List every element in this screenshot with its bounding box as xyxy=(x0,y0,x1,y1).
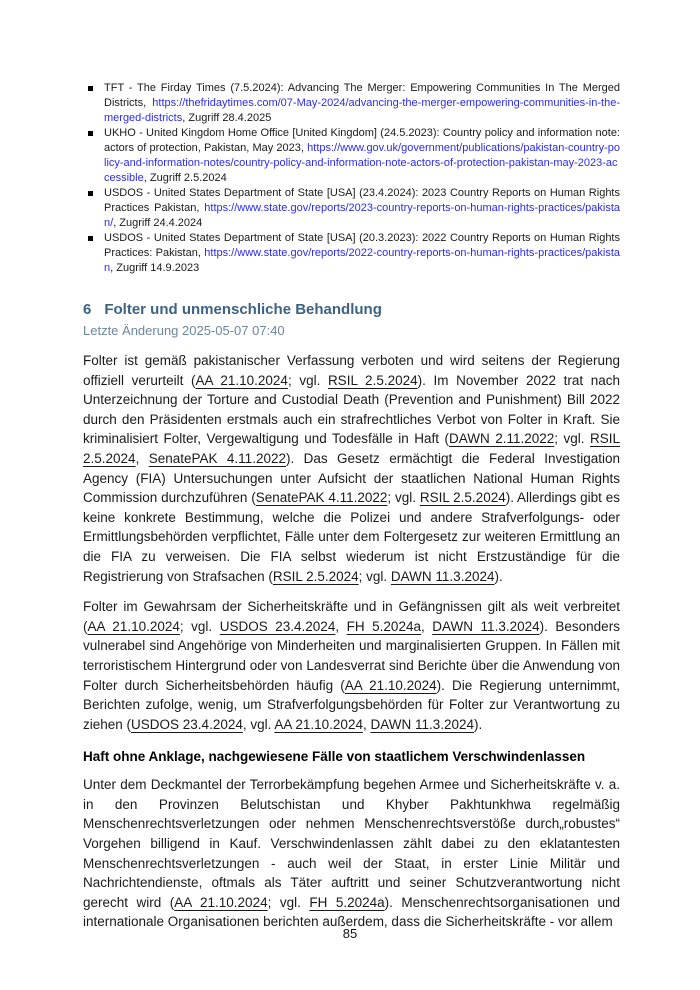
external-url-link[interactable]: https://www.state.gov/reports/2023-country-reports-on-human-rights-practices/pakistan/ xyxy=(104,202,620,229)
text-segment: , vgl. xyxy=(242,716,275,732)
text-segment: UKHO - United Kingdom Home Office [United Kingdom] (24.5.2023): Country policy and information note: actors of protection, Pakistan, May 2023, xyxy=(104,127,620,154)
text-segment: , xyxy=(420,618,433,634)
external-url-link[interactable]: https://www.gov.uk/government/publications/pakistan-country-policy-and-information-notes/country-policy-and-information-note-actors-of-protection-pakistan-may-2023-accessible xyxy=(104,142,620,184)
text-segment: ). Besonders vulnerabel sind Angehörige von Minderheiten und marginalisierten Gruppen. In Fällen mit terroristischem Hintergrund oder von Landesverrat sind Berichte über die Anwendung von Folter durch Sicherheitsbehörden häufig ( xyxy=(83,618,620,693)
text-segment: USDOS - United States Department of State [USA] (23.4.2024): 2023 Country Reports on Human Rights Practices Pakistan, xyxy=(104,187,620,214)
text-segment: ). Allerdings gibt es keine konkrete Bestimmung, welche die Polizei und andere Strafverfolgungs- oder Ermittlungsbehörden verpflichtet, Fälle unter dem Foltergesetz zur weiteren Ermittlung an die FIA zu verweisen. Die FIA selbst wiederum ist nicht Erstzuständige für die Registrierung von Strafsachen ( xyxy=(83,490,621,584)
source-citation-link[interactable]: AA 21.10.2024 xyxy=(344,677,437,693)
source-citation-link[interactable]: DAWN 11.3.2024 xyxy=(390,568,495,584)
text-segment: Folter im Gewahrsam der Sicherheitskräfte und in Gefängnissen gilt als weit verbreitet ( xyxy=(83,599,620,634)
paragraph-torture-prevalence xyxy=(83,597,620,734)
section-heading xyxy=(83,301,620,318)
source-citation-link[interactable]: RSIL 2.5.2024 xyxy=(327,372,418,388)
text-segment: , Zugriff 28.4.2025 xyxy=(182,112,272,124)
source-citation-link[interactable]: AA 21.10.2024 xyxy=(87,618,180,634)
section-number: 6 xyxy=(83,301,92,318)
source-citation-link[interactable]: RSIL 2.5.2024 xyxy=(272,568,359,584)
text-segment: ). Im November 2022 trat nach Unterzeichnung der Torture and Custodial Death (Prevention and Punishment) Bill 2022 durch den Präsidenten erstmals auch ein strafrechtliches Verbot von Folter in Kraft. Sie kriminalisiert Folter, Vergewaltigung und Todesfälle in Haft ( xyxy=(83,372,620,447)
text-segment: , xyxy=(362,716,371,732)
reference-item-tft xyxy=(83,81,620,126)
source-citation-link[interactable]: DAWN 11.3.2024 xyxy=(370,716,475,732)
text-segment: ). Die Regierung unternimmt, Berichten zufolge, wenig, um Strafverfolgungsbehörden für Folter zur Verantwortung zu ziehen ( xyxy=(83,677,620,732)
external-url-link[interactable]: https://thefridaytimes.com/07-May-2024/advancing-the-merger-empowering-communities-in-the-merged-districts xyxy=(104,97,620,124)
source-citation-link[interactable]: USDOS 23.4.2024 xyxy=(131,716,243,732)
reference-item-usdos-2022 xyxy=(83,231,620,276)
text-segment: , Zugriff 24.4.2024 xyxy=(113,217,203,229)
reference-item-usdos-2023 xyxy=(83,186,620,231)
text-segment: , Zugriff 14.9.2023 xyxy=(110,262,200,274)
text-segment: Unter dem Deckmantel der Terrorbekämpfung begehen Armee und Sicherheitskräfte v. a. in den Provinzen Belutschistan und Khyber Pakhtunkhwa regelmäßig Menschenrechtsverletzungen oder nehmen Menschenrechtsverstöße durch„robustes“ Vorgehen billigend in Kauf. Verschwindenlassen zählt dabei zu den eklatantesten Menschenrechtsverletzungen - auch weil der Staat, in erster Linie Militär und Nachrichtendienste, oftmals als Täter auftritt und seiner Schutzverantwortung nicht gerecht wird ( xyxy=(83,777,620,910)
source-citation-link[interactable]: FH 5.2024a xyxy=(309,894,385,910)
source-citation-link[interactable]: SenatePAK 4.11.2022 xyxy=(148,450,286,466)
source-citation-link[interactable]: RSIL 2.5.2024 xyxy=(83,431,620,466)
text-segment: ; vgl. xyxy=(387,490,420,506)
external-url-link[interactable]: https://www.state.gov/reports/2022-country-reports-on-human-rights-practices/pakistan xyxy=(104,247,620,274)
text-segment: ). Das Gesetz ermächtigt die Federal Investigation Agency (FIA) Untersuchungen unter Aufsicht der staatlichen National Human Rights Commission durchzuführen ( xyxy=(83,450,621,506)
source-citation-link[interactable]: SenatePAK 4.11.2022 xyxy=(255,490,388,506)
paragraph-disappearances xyxy=(83,775,620,932)
text-segment: USDOS - United States Department of State [USA] (20.3.2023): 2022 Country Reports on Human Rights Practices: Pakistan, xyxy=(104,232,620,259)
last-modified-note: Letzte Änderung 2025-05-07 07:40 xyxy=(83,323,285,338)
text-segment: ). xyxy=(494,568,503,584)
text-segment: ; vgl. xyxy=(267,894,310,910)
source-citation-link[interactable]: USDOS 23.4.2024 xyxy=(219,618,336,634)
source-citation-link[interactable]: AA 21.10.2024 xyxy=(195,372,288,388)
source-citation-link[interactable]: AA 21.10.2024 xyxy=(174,894,268,910)
text-segment: Folter ist gemäß pakistanischer Verfassung verboten und wird seitens der Regierung offiziell verurteilt ( xyxy=(83,353,620,388)
text-segment: , xyxy=(335,618,347,634)
text-segment: ). Menschenrechtsorganisationen und internationale Organisationen berichten außerdem, dass die Sicherheitskräfte - vor allem xyxy=(83,894,621,930)
paragraph-torture-law xyxy=(83,351,620,586)
text-segment: , Zugriff 2.5.2024 xyxy=(143,172,227,184)
source-citation-link[interactable]: DAWN 11.3.2024 xyxy=(432,618,540,634)
reference-item-ukho xyxy=(83,126,620,186)
section-title: Folter und unmenschliche Behandlung xyxy=(104,301,382,318)
source-citation-link[interactable]: AA 21.10.2024 xyxy=(274,716,363,732)
text-segment: TFT - The Firday Times (7.5.2024): Advancing The Merger: Empowering Communities In The Merged Districts, xyxy=(104,82,620,109)
text-segment: , xyxy=(135,450,149,466)
page-number: 85 xyxy=(342,926,358,941)
subsection-heading-detention: Haft ohne Anklage, nachgewiesene Fälle von staatlichem Verschwindenlassen xyxy=(83,749,586,765)
text-segment: ; vgl. xyxy=(358,568,391,584)
reference-list xyxy=(83,81,620,276)
text-segment: ; vgl. xyxy=(179,618,220,634)
source-citation-link[interactable]: DAWN 2.11.2022 xyxy=(448,431,555,447)
text-segment: ; vgl. xyxy=(554,431,590,447)
text-segment: ; vgl. xyxy=(287,372,328,388)
source-citation-link[interactable]: FH 5.2024a xyxy=(346,618,421,634)
source-citation-link[interactable]: RSIL 2.5.2024 xyxy=(419,490,506,506)
text-segment: ). xyxy=(474,716,483,732)
